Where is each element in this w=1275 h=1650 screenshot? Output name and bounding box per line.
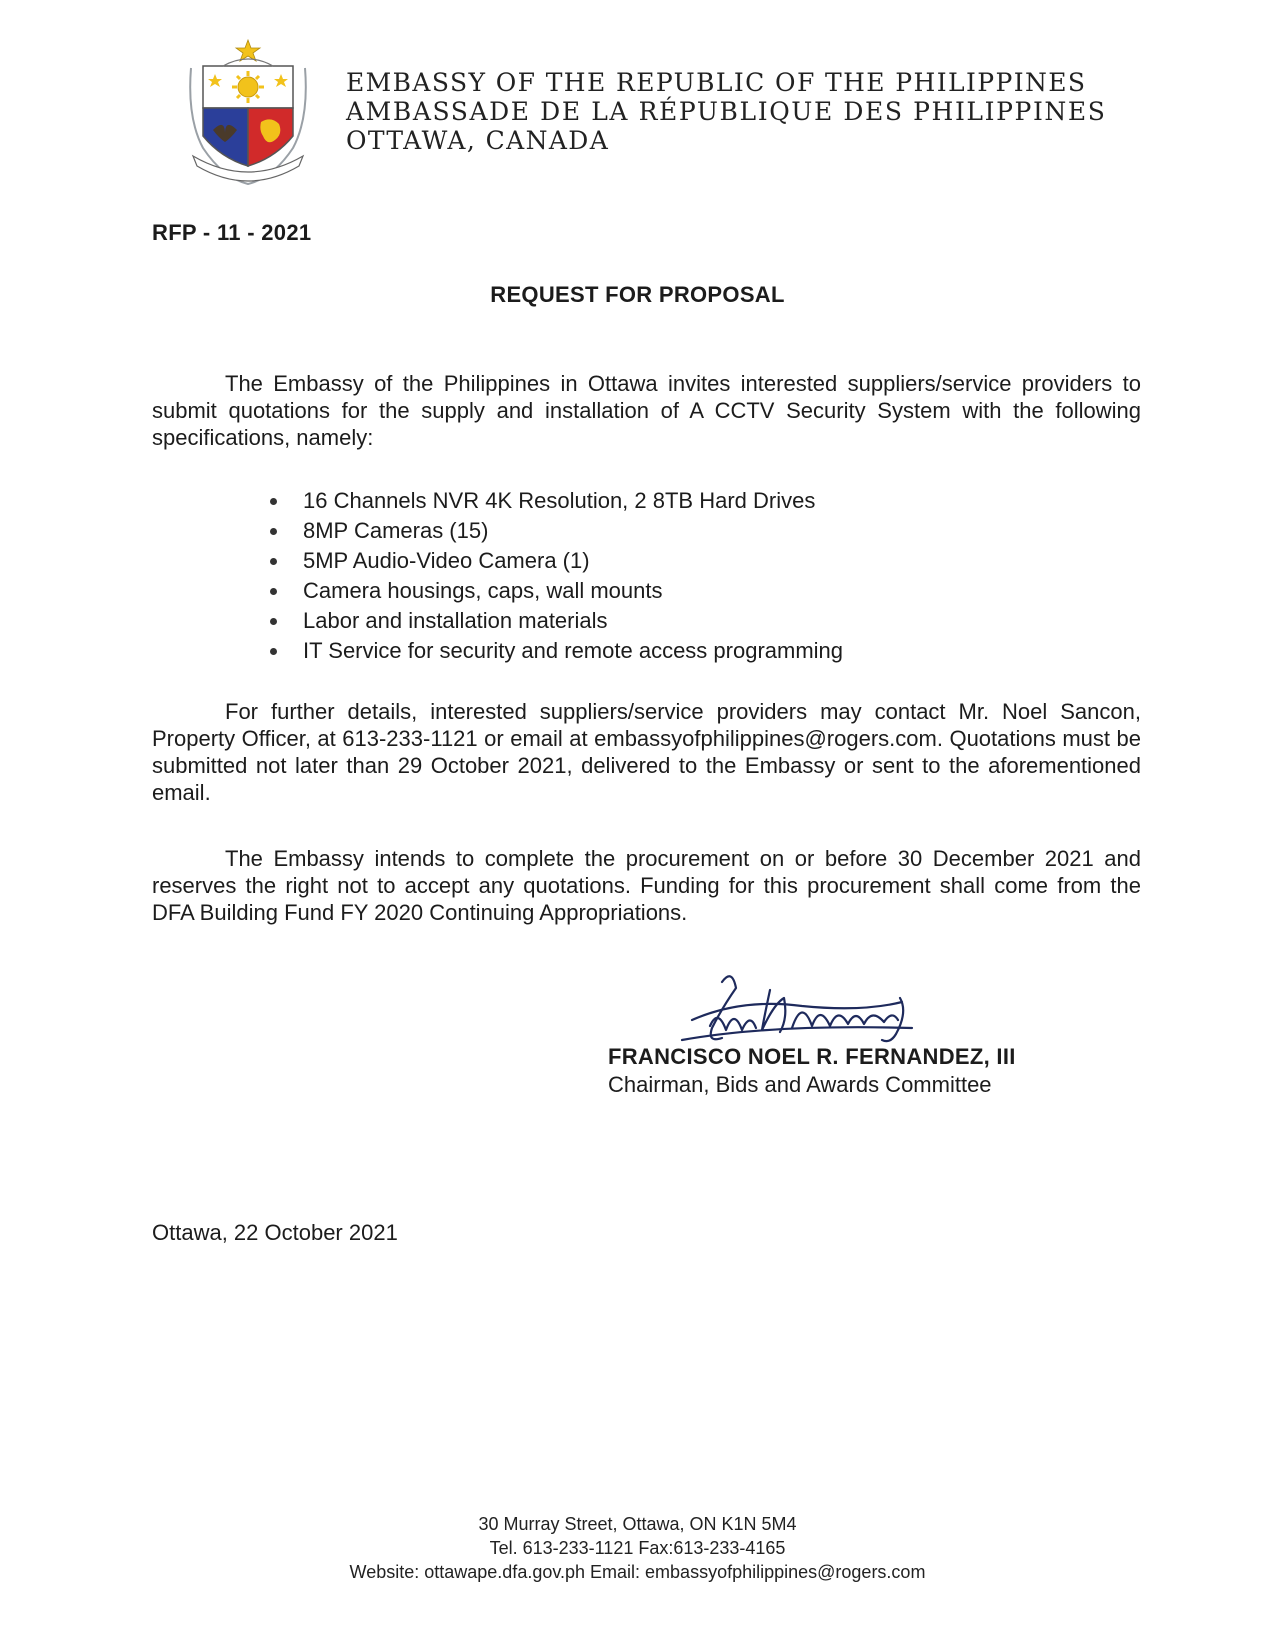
letterhead-french-name: AMBASSADE DE LA RÉPUBLIQUE DES PHILIPPINES [346,97,1107,126]
spec-text: 16 Channels NVR 4K Resolution, 2 8TB Hard Drives [303,488,816,513]
list-item [270,486,843,516]
bullet-icon [270,498,277,505]
spec-text: Labor and installation materials [303,608,608,633]
footer-phone-fax: Tel. 613-233-1121 Fax:613-233-4165 [489,1538,786,1558]
spec-text: Camera housings, caps, wall mounts [303,578,663,603]
footer [0,1512,1275,1584]
list-item [270,636,843,666]
list-item [270,606,843,636]
list-item [270,546,843,576]
footer-address: 30 Murray Street, Ottawa, ON K1N 5M4 [478,1514,797,1534]
letterhead-english-name: EMBASSY OF THE REPUBLIC OF THE PHILIPPINES [346,68,1087,97]
signatory-block [608,1043,1016,1099]
signatory-name: FRANCISCO NOEL R. FERNANDEZ, III [608,1044,1016,1069]
philippine-coat-of-arms-seal-icon [183,38,313,186]
specifications-list [270,486,843,666]
bullet-icon [270,648,277,655]
signatory-position: Chairman, Bids and Awards Committee [608,1072,992,1097]
rfp-reference-number: RFP - 11 - 2021 [152,220,312,245]
letterhead-location: OTTAWA, CANADA [346,126,610,155]
contact-paragraph: For further details, interested suppliers/service providers may contact Mr. Noel Sancon, Property Officer, at 613-233-1121 or email at embassyofphilippines@rogers.com. Quotations must be submitted not later than 29 October 2021, delivered to the Embassy or sent to the aforementioned email. [152,699,1141,805]
document-title: REQUEST FOR PROPOSAL [490,282,785,307]
footer-website-email: Website: ottawape.dfa.gov.ph Email: embassyofphilippines@rogers.com [349,1562,926,1582]
place-and-date: Ottawa, 22 October 2021 [152,1220,398,1245]
letterhead [346,68,1106,155]
bullet-icon [270,558,277,565]
intro-paragraph: The Embassy of the Philippines in Ottawa invites interested suppliers/service providers to submit quotations for the supply and installation of A CCTV Security System with the following specifications, namely: [152,371,1141,450]
procurement-paragraph: The Embassy intends to complete the procurement on or before 30 December 2021 and reserves the right not to accept any quotations. Funding for this procurement shall come from the DFA Building Fund FY 2020 Continuing Appropriations. [152,846,1141,925]
spec-text: 8MP Cameras (15) [303,518,489,543]
bullet-icon [270,618,277,625]
list-item [270,576,843,606]
bullet-icon [270,588,277,595]
spec-text: IT Service for security and remote access programming [303,638,844,663]
bullet-icon [270,528,277,535]
spec-text: 5MP Audio-Video Camera (1) [303,548,590,573]
list-item [270,516,843,546]
